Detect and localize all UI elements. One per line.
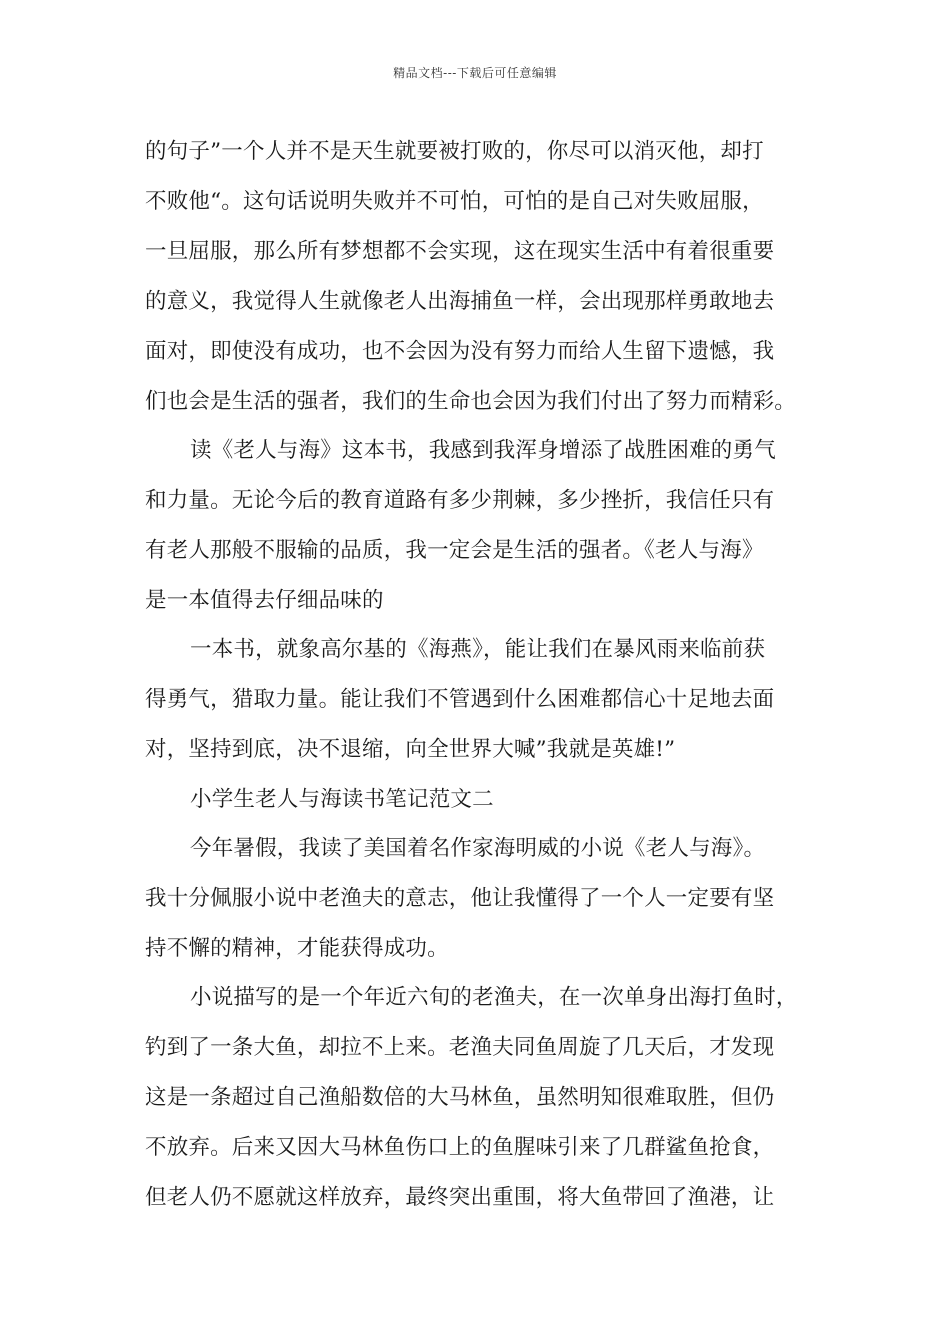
text-line: 读《老人与海》这本书，我感到我浑身增添了战胜困难的勇气 <box>190 438 776 463</box>
text-line: 得勇气，猎取力量。能让我们不管遇到什么困难都信心十足地去面 <box>145 687 775 712</box>
text-line: 有老人那般不服输的品质，我一定会是生活的强者。《老人与海》 <box>145 538 764 563</box>
text-line: 是一本值得去仔细品味的 <box>145 588 384 613</box>
text-line: 但老人仍不愿就这样放弃，最终突出重围，将大鱼带回了渔港，让 <box>145 1185 775 1210</box>
text-line: 的句子”一个人并不是天生就要被打败的，你尽可以消灭他，却打 <box>145 139 764 164</box>
text-line: 我十分佩服小说中老渔夫的意志，他让我懂得了一个人一定要有坚 <box>145 886 775 911</box>
text-line: 持不懈的精神，才能获得成功。 <box>145 936 449 961</box>
text-line: 和力量。无论今后的教育道路有多少荆棘，多少挫折，我信任只有 <box>145 488 775 513</box>
section-heading: 小学生老人与海读书笔记范文二 <box>190 787 494 812</box>
text-line: 一本书，就象高尔基的《海燕》，能让我们在暴风雨来临前获 <box>190 637 766 662</box>
text-line: 钓到了一条大鱼，却拉不上来。老渔夫同鱼周旋了几天后，才发现 <box>145 1035 775 1060</box>
text-line: 小说描写的是一个年近六旬的老渔夫，在一次单身出海打鱼时， <box>190 985 798 1010</box>
text-line: 不放弃。后来又因大马林鱼伤口上的鱼腥味引来了几群鲨鱼抢食， <box>145 1135 775 1160</box>
text-line: 面对，即使没有成功，也不会因为没有努力而给人生留下遗憾，我 <box>145 339 775 364</box>
text-line: 一旦屈服，那么所有梦想都不会实现，这在现实生活中有着很重要 <box>145 239 775 264</box>
page-header: 精品文档---下载后可任意编辑 <box>393 66 557 80</box>
text-line: 这是一条超过自己渔船数倍的大马林鱼，虽然明知很难取胜，但仍 <box>145 1085 775 1110</box>
text-line: 不败他“。这句话说明失败并不可怕，可怕的是自己对失败屈服， <box>145 189 764 214</box>
text-line: 对，坚持到底，决不退缩，向全世界大喊”我就是英雄!” <box>145 737 676 762</box>
text-line: 们也会是生活的强者，我们的生命也会因为我们付出了努力而精彩。 <box>145 389 797 414</box>
text-line: 今年暑假，我读了美国着名作家海明威的小说《老人与海》。 <box>190 836 766 861</box>
text-line: 的意义，我觉得人生就像老人出海捕鱼一样，会出现那样勇敢地去 <box>145 289 775 314</box>
